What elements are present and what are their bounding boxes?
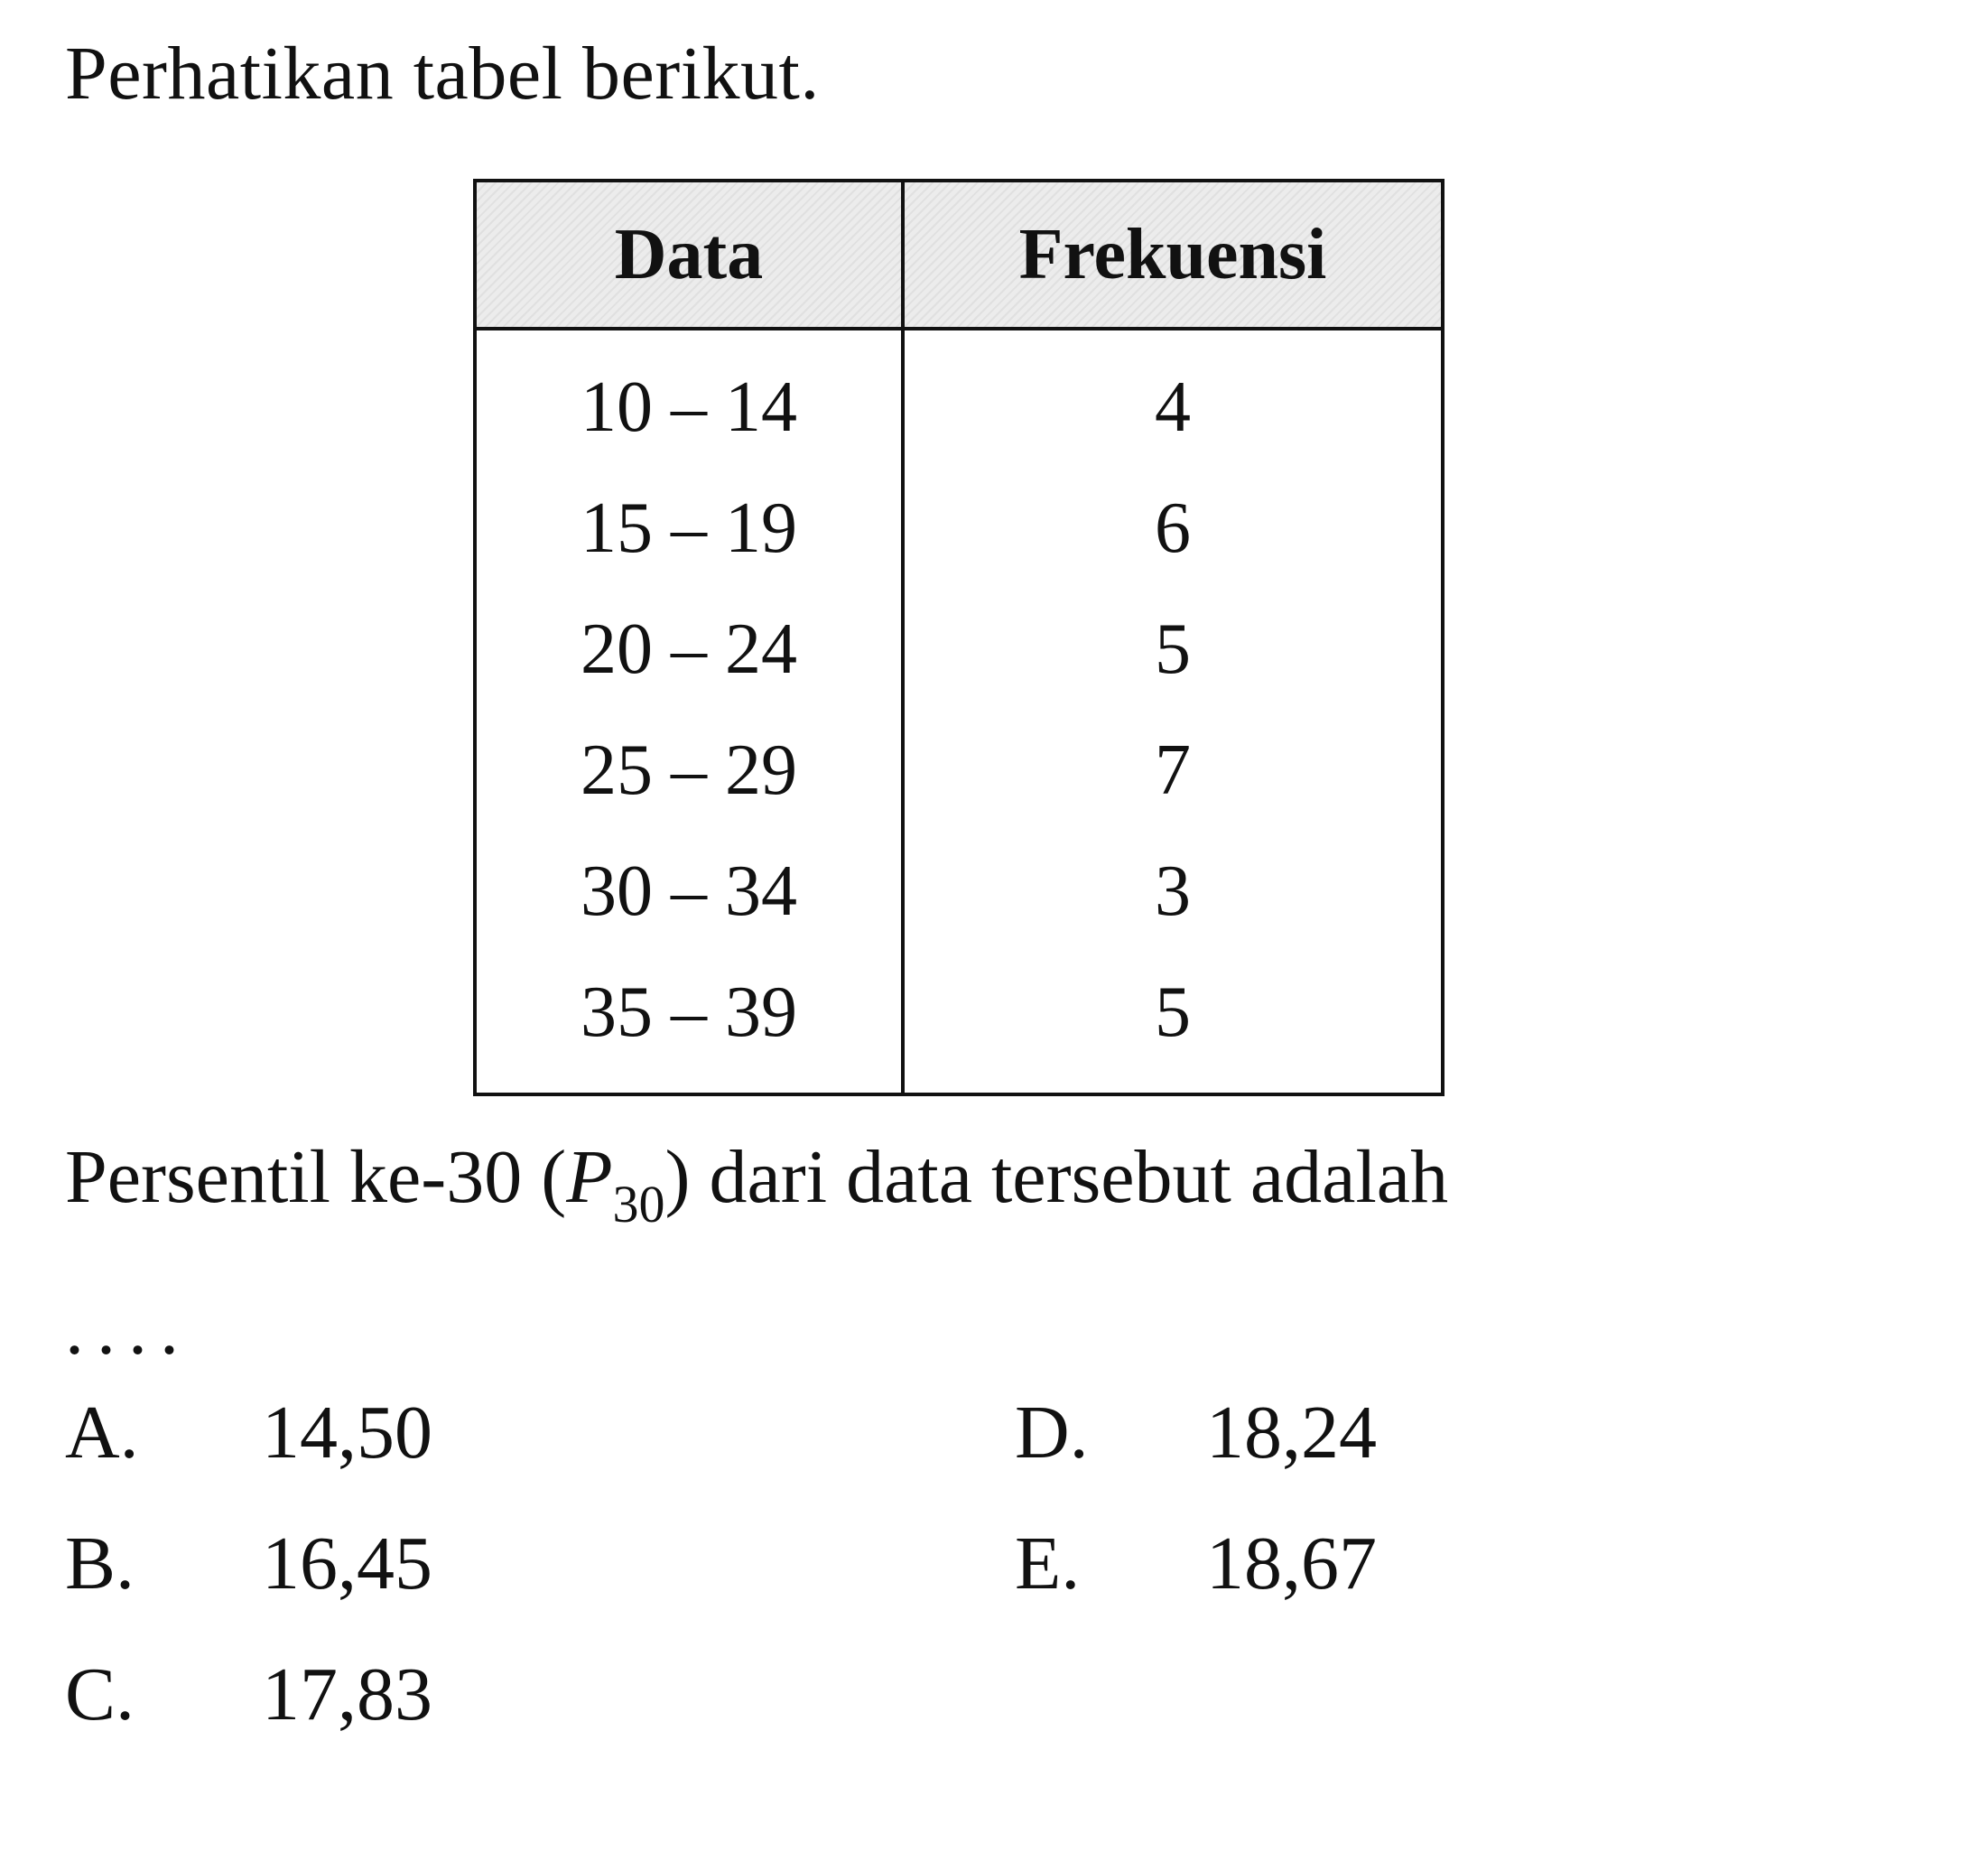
- option-a[interactable]: [65, 1391, 432, 1475]
- cell-data: 20 – 24: [475, 589, 903, 710]
- option-a-letter: A.: [65, 1391, 139, 1475]
- question-ellipsis: ....: [65, 1287, 191, 1371]
- cell-data: 25 – 29: [475, 710, 903, 831]
- option-c-value: 17,83: [262, 1652, 432, 1736]
- option-a-value: 14,50: [262, 1391, 432, 1475]
- cell-frekuensi: 7: [1155, 730, 1191, 810]
- cell-data: 30 – 34: [475, 831, 903, 952]
- option-d-value: 18,24: [1206, 1391, 1377, 1475]
- header-data: Data: [475, 181, 903, 329]
- header-frekuensi: Frekuensi: [903, 181, 1443, 329]
- option-b-letter: B.: [65, 1522, 135, 1605]
- cell-data: 10 – 14: [475, 329, 903, 468]
- option-b[interactable]: [65, 1522, 432, 1605]
- question-suffix: ) dari data tersebut adalah: [664, 1135, 1449, 1219]
- question-text: [65, 1135, 1449, 1233]
- table-header-row: [475, 181, 1443, 329]
- percentile-subscript: 30: [612, 1175, 665, 1233]
- table-row: [475, 329, 1443, 468]
- frequency-table: [473, 179, 1445, 1096]
- option-e-letter: E.: [1015, 1522, 1081, 1605]
- table-row: [475, 952, 1443, 1094]
- cell-frekuensi: 4: [1155, 367, 1191, 447]
- table-row: [475, 589, 1443, 710]
- cell-frekuensi: 5: [1155, 609, 1191, 689]
- cell-frekuensi: 5: [1155, 972, 1191, 1052]
- option-c-letter: C.: [65, 1652, 135, 1736]
- option-d-letter: D.: [1015, 1391, 1089, 1475]
- table-row: [475, 468, 1443, 589]
- option-e-value: 18,67: [1206, 1522, 1377, 1605]
- table-row: [475, 710, 1443, 831]
- cell-frekuensi: 3: [1155, 851, 1191, 931]
- option-e[interactable]: [1015, 1522, 1377, 1605]
- question-prefix: Persentil ke-30 (: [65, 1135, 567, 1219]
- option-b-value: 16,45: [262, 1522, 432, 1605]
- percentile-symbol: P: [566, 1135, 613, 1219]
- cell-data: 35 – 39: [475, 952, 903, 1094]
- table-row: [475, 831, 1443, 952]
- option-d[interactable]: [1015, 1391, 1377, 1475]
- intro-text: Perhatikan tabel berikut.: [65, 32, 820, 116]
- cell-frekuensi: 6: [1155, 488, 1191, 568]
- cell-data: 15 – 19: [475, 468, 903, 589]
- option-c[interactable]: [65, 1652, 432, 1736]
